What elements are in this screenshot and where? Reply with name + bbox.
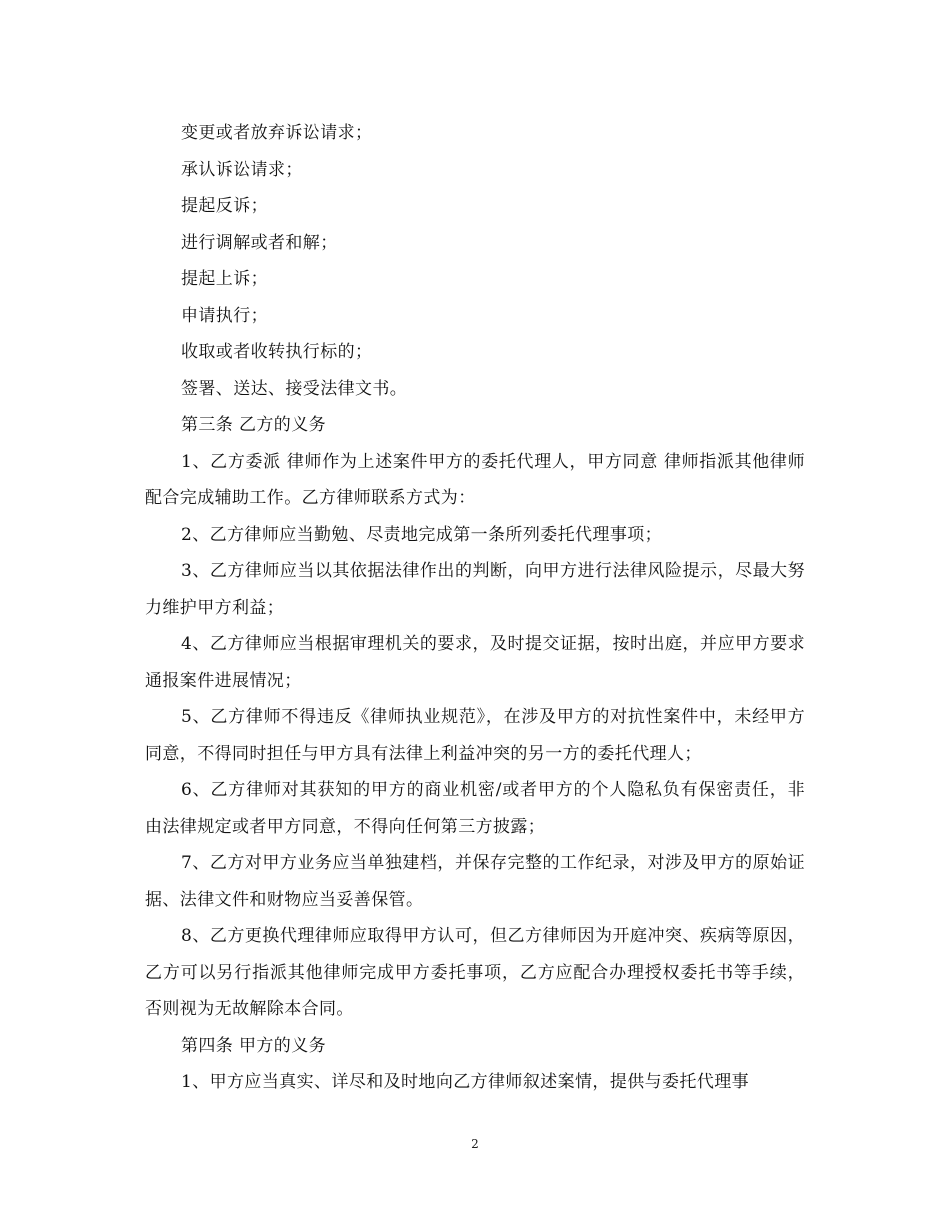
paragraph: 1、甲方应当真实、详尽和及时地向乙方律师叙述案情，提供与委托代理事	[181, 1072, 750, 1092]
page-number: 2	[471, 1137, 479, 1151]
paragraph: 提起反诉；	[181, 196, 268, 216]
paragraph: 收取或者收转执行标的；	[181, 342, 373, 362]
paragraph: 1、乙方委派 律师作为上述案件甲方的委托代理人，甲方同意 律师指派其他律师配合完成辅助工作。乙方律师联系方式为：	[145, 451, 805, 508]
paragraph: 提起上诉；	[181, 269, 268, 289]
paragraph: 8、乙方更换代理律师应取得甲方认可，但乙方律师因为开庭冲突、疾病等原因，乙方可以另行指派其他律师完成甲方委托事项，乙方应配合办理授权委托书等手续，否则视为无故解除本合同。	[145, 926, 805, 1019]
paragraph: 进行调解或者和解；	[181, 232, 338, 253]
section-heading: 第四条 甲方的义务	[181, 1035, 327, 1056]
paragraph: 签署、送达、接受法律文书。	[181, 378, 408, 399]
document-body	[145, 115, 805, 1101]
paragraph: 4、乙方律师应当根据审理机关的要求，及时提交证据，按时出庭，并应甲方要求通报案件进展情况；	[145, 634, 805, 691]
section-heading: 第三条 乙方的义务	[181, 415, 327, 435]
paragraph: 2、乙方律师应当勤勉、尽责地完成第一条所列委托代理事项；	[181, 524, 663, 545]
paragraph: 3、乙方律师应当以其依据法律作出的判断，向甲方进行法律风险提示，尽最大努力维护甲方利益；	[145, 561, 805, 618]
paragraph: 7、乙方对甲方业务应当单独建档，并保存完整的工作纪录，对涉及甲方的原始证据、法律文件和财物应当妥善保管。	[145, 853, 805, 910]
paragraph: 5、乙方律师不得违反《律师执业规范》，在涉及甲方的对抗性案件中，未经甲方同意，不得同时担任与甲方具有法律上利益冲突的另一方的委托代理人；	[145, 707, 805, 764]
paragraph: 申请执行；	[181, 305, 268, 326]
paragraph: 变更或者放弃诉讼请求；	[181, 123, 373, 143]
paragraph: 承认诉讼请求；	[181, 159, 303, 180]
paragraph: 6、乙方律师对其获知的甲方的商业机密/或者甲方的个人隐私负有保密责任，非由法律规定或者甲方同意，不得向任何第三方披露；	[145, 780, 805, 837]
